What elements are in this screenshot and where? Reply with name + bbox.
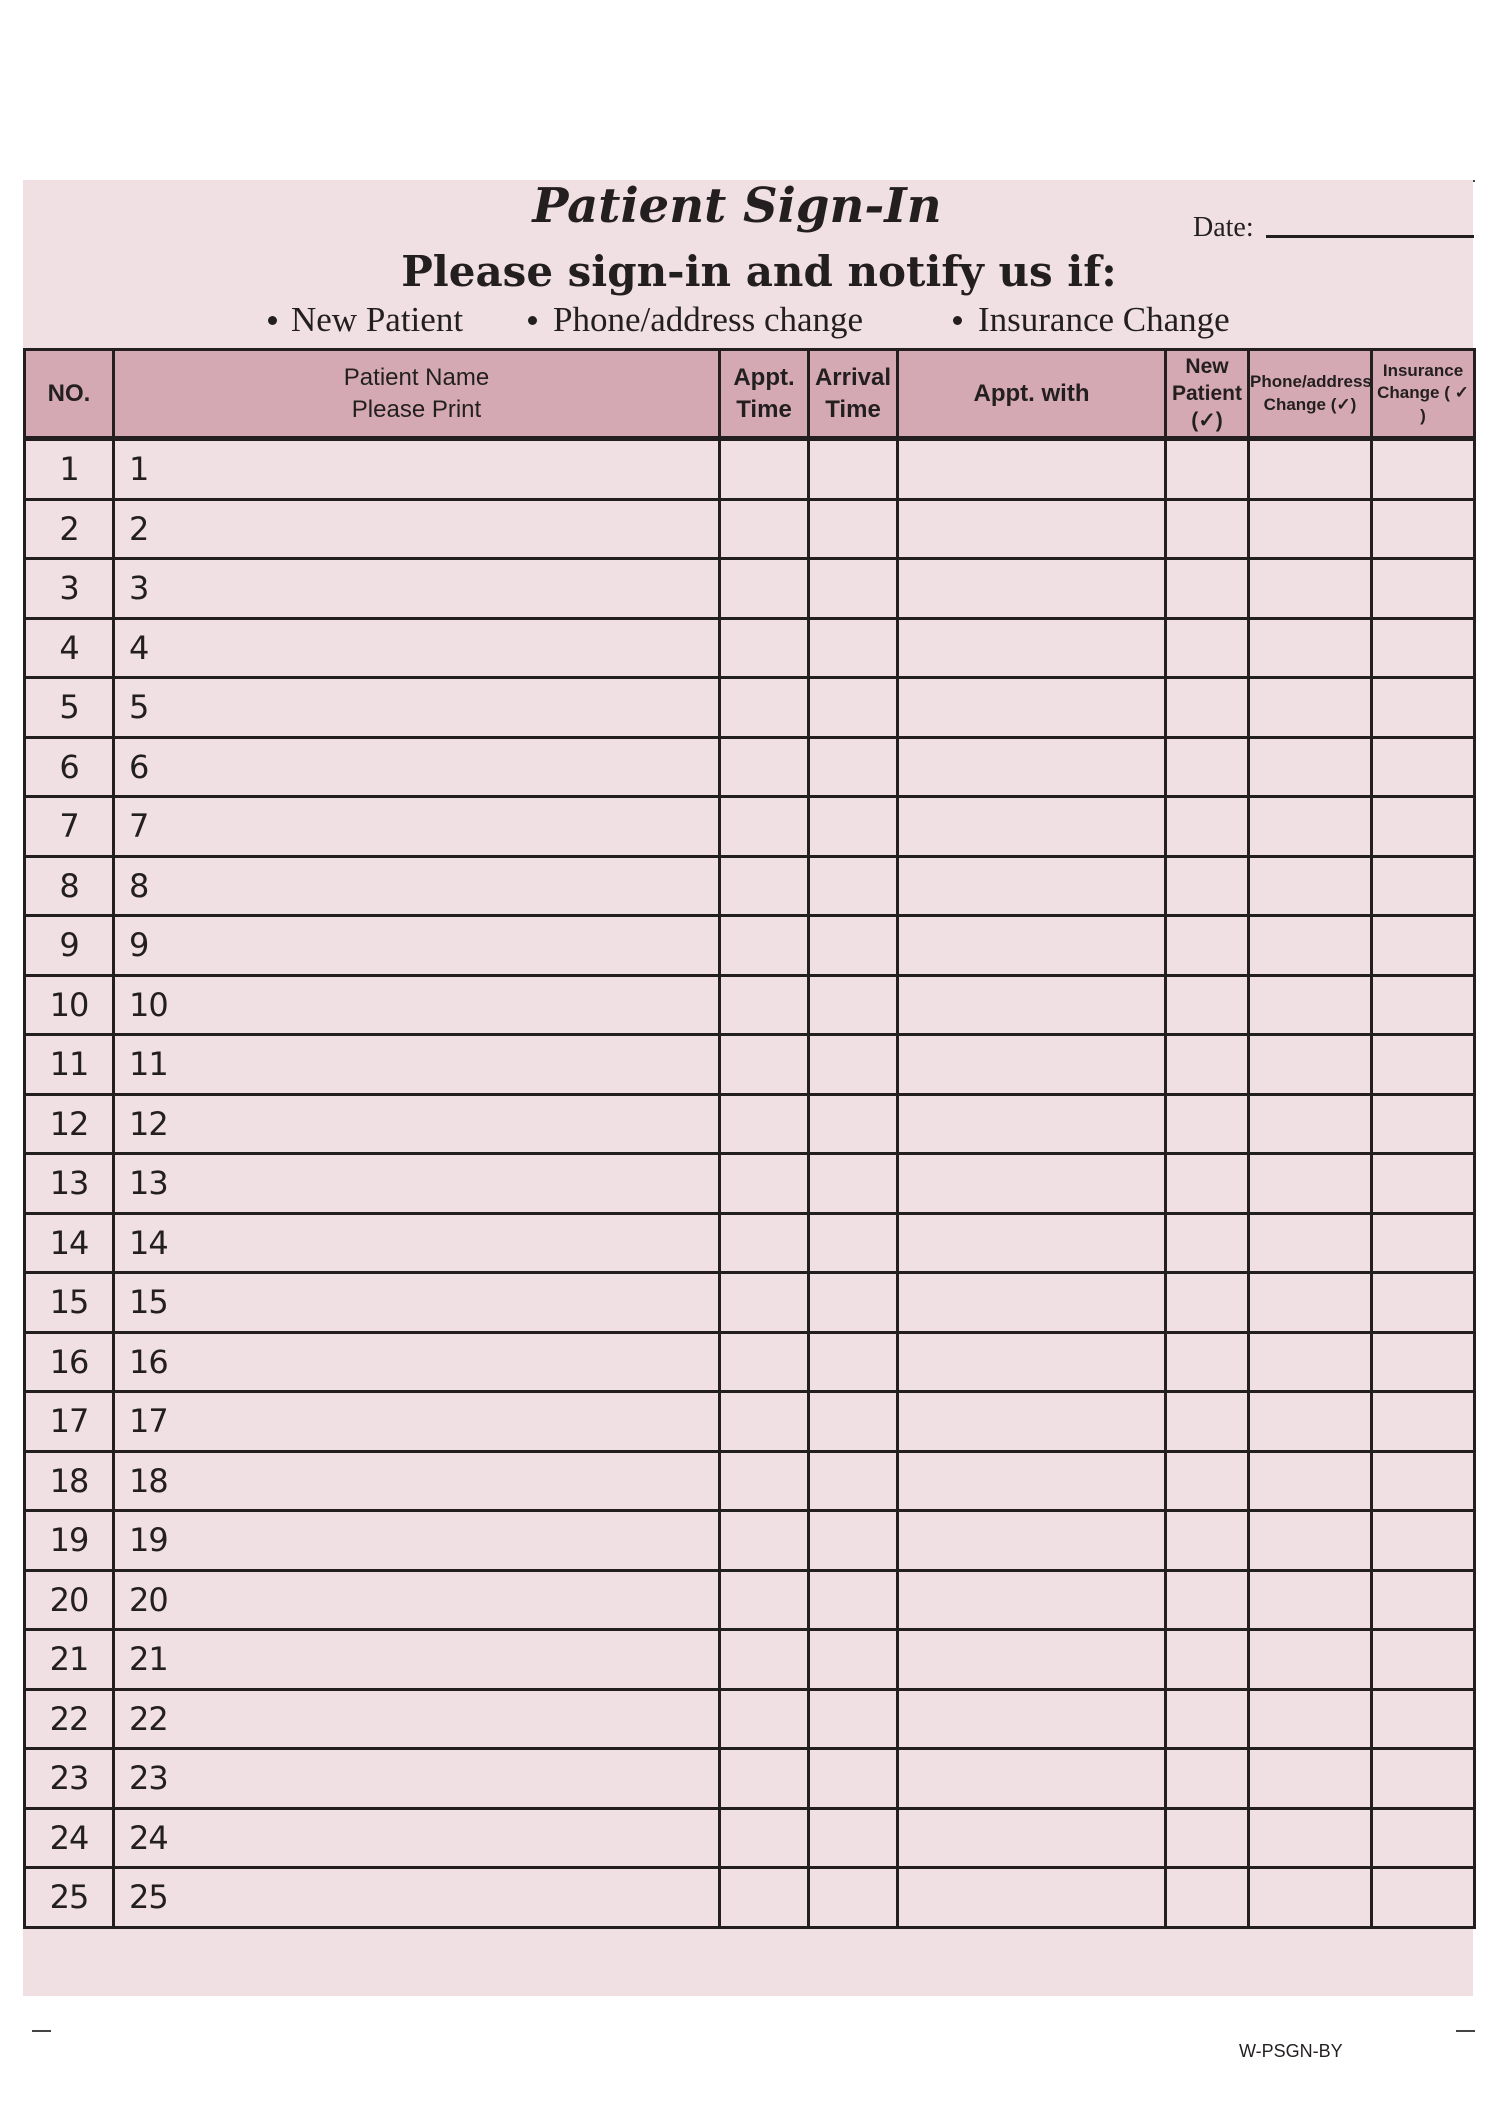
appt-with-cell[interactable] — [898, 1749, 1166, 1809]
sign-in-table — [23, 348, 1476, 1929]
new-patient-check-cell[interactable] — [1166, 1749, 1249, 1809]
header-no-label: NO. — [47, 379, 91, 407]
appt-with-cell[interactable] — [898, 1154, 1166, 1214]
appt-with-cell[interactable] — [898, 1511, 1166, 1571]
appt-with-cell[interactable] — [898, 499, 1166, 559]
row-number: 3 — [25, 559, 114, 619]
phone-address-check-cell[interactable] — [1249, 1094, 1372, 1154]
header-new-patient — [1166, 350, 1249, 439]
appt-time-cell[interactable] — [720, 1451, 809, 1511]
header-appt-time — [720, 350, 809, 439]
date-label: Date: — [1193, 212, 1254, 243]
row-number: 11 — [25, 1035, 114, 1095]
appt-time-cell[interactable] — [720, 1808, 809, 1868]
table-row — [25, 1749, 1475, 1809]
check-icon: (✓) — [1191, 409, 1223, 433]
appt-with-cell[interactable] — [898, 1392, 1166, 1452]
arrival-time-cell[interactable] — [809, 1570, 898, 1630]
row-number: 4 — [25, 618, 114, 678]
new-patient-check-cell[interactable] — [1166, 439, 1249, 500]
row-number: 12 — [25, 1094, 114, 1154]
row-number: 19 — [25, 1511, 114, 1571]
table-row — [25, 1392, 1475, 1452]
insurance-check-cell[interactable] — [1372, 1035, 1475, 1095]
new-patient-check-cell[interactable] — [1166, 499, 1249, 559]
appt-with-cell[interactable] — [898, 1868, 1166, 1928]
phone-address-check-cell[interactable] — [1249, 1035, 1372, 1095]
insurance-check-cell[interactable] — [1372, 618, 1475, 678]
header-insurance — [1372, 350, 1475, 439]
phone-address-check-cell[interactable] — [1249, 1213, 1372, 1273]
appt-time-cell[interactable] — [720, 1630, 809, 1690]
phone-address-check-cell[interactable] — [1249, 737, 1372, 797]
new-patient-check-cell[interactable] — [1166, 1154, 1249, 1214]
appt-time-cell[interactable] — [720, 1213, 809, 1273]
header-patient-name-sublabel: Please Print — [351, 395, 482, 423]
phone-address-check-cell[interactable] — [1249, 1511, 1372, 1571]
table-row — [25, 1451, 1475, 1511]
appt-with-cell[interactable] — [898, 1332, 1166, 1392]
insurance-check-cell[interactable] — [1372, 737, 1475, 797]
row-number: 17 — [25, 1392, 114, 1452]
phone-address-check-cell[interactable] — [1249, 856, 1372, 916]
row-number: 9 — [25, 916, 114, 976]
table-row — [25, 499, 1475, 559]
new-patient-check-cell[interactable] — [1166, 1451, 1249, 1511]
patient-name-cell[interactable]: 12 — [114, 1094, 720, 1154]
appt-time-cell[interactable] — [720, 1689, 809, 1749]
header-phone-address-line2: Change (✓) — [1263, 394, 1357, 414]
appt-time-cell[interactable] — [720, 856, 809, 916]
arrival-time-cell[interactable] — [809, 559, 898, 619]
arrival-time-cell[interactable] — [809, 1689, 898, 1749]
patient-name-cell[interactable]: 11 — [114, 1035, 720, 1095]
insurance-check-cell[interactable] — [1372, 1154, 1475, 1214]
phone-address-check-cell[interactable] — [1249, 1689, 1372, 1749]
arrival-time-cell[interactable] — [809, 975, 898, 1035]
patient-name-cell[interactable]: 8 — [114, 856, 720, 916]
row-number: 13 — [25, 1154, 114, 1214]
phone-address-check-cell[interactable] — [1249, 1332, 1372, 1392]
insurance-check-cell[interactable] — [1372, 1392, 1475, 1452]
phone-address-check-cell[interactable] — [1249, 439, 1372, 500]
appt-with-cell[interactable] — [898, 916, 1166, 976]
header-new-patient-line1: New — [1185, 354, 1229, 378]
notify-item-new-patient: New Patient — [291, 300, 464, 339]
appt-with-cell[interactable] — [898, 1273, 1166, 1333]
header-arrival-time — [809, 350, 898, 439]
table-row — [25, 1689, 1475, 1749]
arrival-time-cell[interactable] — [809, 1511, 898, 1571]
arrival-time-cell[interactable] — [809, 916, 898, 976]
table-row — [25, 678, 1475, 738]
row-number: 15 — [25, 1273, 114, 1333]
arrival-time-cell[interactable] — [809, 1451, 898, 1511]
new-patient-check-cell[interactable] — [1166, 916, 1249, 976]
appt-time-cell[interactable] — [720, 1154, 809, 1214]
table-row — [25, 1868, 1475, 1928]
insurance-check-cell[interactable] — [1372, 1570, 1475, 1630]
phone-address-check-cell[interactable] — [1249, 1392, 1372, 1452]
arrival-time-cell[interactable] — [809, 499, 898, 559]
patient-name-cell[interactable]: 18 — [114, 1451, 720, 1511]
phone-address-check-cell[interactable] — [1249, 499, 1372, 559]
appt-time-cell[interactable] — [720, 737, 809, 797]
appt-with-cell[interactable] — [898, 1630, 1166, 1690]
form-subtitle: Please sign-in and notify us if: — [401, 247, 1117, 296]
appt-time-cell[interactable] — [720, 499, 809, 559]
row-number: 24 — [25, 1808, 114, 1868]
patient-name-cell[interactable]: 4 — [114, 618, 720, 678]
patient-name-cell[interactable]: 10 — [114, 975, 720, 1035]
phone-address-check-cell[interactable] — [1249, 1630, 1372, 1690]
new-patient-check-cell[interactable] — [1166, 1035, 1249, 1095]
bullet-icon — [268, 316, 277, 325]
patient-name-cell[interactable]: 7 — [114, 797, 720, 857]
appt-time-cell[interactable] — [720, 1035, 809, 1095]
table-row — [25, 618, 1475, 678]
arrival-time-cell[interactable] — [809, 1035, 898, 1095]
appt-with-cell[interactable] — [898, 678, 1166, 738]
date-field-line[interactable] — [1266, 235, 1474, 238]
arrival-time-cell[interactable] — [809, 1273, 898, 1333]
appt-with-cell[interactable] — [898, 439, 1166, 500]
insurance-check-cell[interactable] — [1372, 1630, 1475, 1690]
row-number: 18 — [25, 1451, 114, 1511]
patient-name-cell[interactable]: 9 — [114, 916, 720, 976]
appt-time-cell[interactable] — [720, 1511, 809, 1571]
arrival-time-cell[interactable] — [809, 737, 898, 797]
insurance-check-cell[interactable] — [1372, 1332, 1475, 1392]
insurance-check-cell[interactable] — [1372, 1749, 1475, 1809]
new-patient-check-cell[interactable] — [1166, 737, 1249, 797]
arrival-time-cell[interactable] — [809, 1332, 898, 1392]
header-no — [25, 350, 114, 439]
new-patient-check-cell[interactable] — [1166, 1392, 1249, 1452]
arrival-time-cell[interactable] — [809, 678, 898, 738]
new-patient-check-cell[interactable] — [1166, 1094, 1249, 1154]
arrival-time-cell[interactable] — [809, 1213, 898, 1273]
appt-with-cell[interactable] — [898, 1213, 1166, 1273]
new-patient-check-cell[interactable] — [1166, 1570, 1249, 1630]
patient-name-cell[interactable]: 23 — [114, 1749, 720, 1809]
bullet-icon — [953, 316, 962, 325]
header-phone-address-line1: Phone/address — [1250, 372, 1372, 392]
appt-time-cell[interactable] — [720, 678, 809, 738]
arrival-time-cell[interactable] — [809, 439, 898, 500]
insurance-check-cell[interactable] — [1372, 975, 1475, 1035]
appt-with-cell[interactable] — [898, 1094, 1166, 1154]
patient-name-cell[interactable]: 5 — [114, 678, 720, 738]
new-patient-check-cell[interactable] — [1166, 1808, 1249, 1868]
form-title: Patient Sign-In — [532, 178, 942, 234]
insurance-check-cell[interactable] — [1372, 439, 1475, 500]
insurance-check-cell[interactable] — [1372, 559, 1475, 619]
table-row — [25, 856, 1475, 916]
arrival-time-cell[interactable] — [809, 797, 898, 857]
crop-mark-bottom-left — [32, 2030, 51, 2032]
insurance-check-cell[interactable] — [1372, 916, 1475, 976]
new-patient-check-cell[interactable] — [1166, 1689, 1249, 1749]
appt-with-cell[interactable] — [898, 1451, 1166, 1511]
patient-name-cell[interactable]: 21 — [114, 1630, 720, 1690]
header-new-patient-line2: Patient — [1171, 381, 1242, 405]
insurance-check-cell[interactable] — [1372, 797, 1475, 857]
appt-time-cell[interactable] — [720, 1094, 809, 1154]
phone-address-check-cell[interactable] — [1249, 1273, 1372, 1333]
row-number: 20 — [25, 1570, 114, 1630]
insurance-check-cell[interactable] — [1372, 499, 1475, 559]
row-number: 22 — [25, 1689, 114, 1749]
appt-with-cell[interactable] — [898, 856, 1166, 916]
table-row — [25, 1094, 1475, 1154]
table-row — [25, 737, 1475, 797]
appt-with-cell[interactable] — [898, 1808, 1166, 1868]
appt-time-cell[interactable] — [720, 916, 809, 976]
table-row — [25, 916, 1475, 976]
appt-time-cell[interactable] — [720, 439, 809, 500]
patient-name-cell[interactable]: 2 — [114, 499, 720, 559]
arrival-time-cell[interactable] — [809, 1749, 898, 1809]
header-appt-with — [898, 350, 1166, 439]
patient-name-cell[interactable]: 13 — [114, 1154, 720, 1214]
header-patient-name-label: Patient Name — [343, 364, 490, 392]
table-row — [25, 1511, 1475, 1571]
header-appt-time-line1: Appt. — [733, 364, 795, 392]
table-row — [25, 439, 1475, 500]
appt-time-cell[interactable] — [720, 797, 809, 857]
phone-address-check-cell[interactable] — [1249, 797, 1372, 857]
row-number: 25 — [25, 1868, 114, 1928]
appt-with-cell[interactable] — [898, 1035, 1166, 1095]
table-row — [25, 1035, 1475, 1095]
crop-mark-bottom-right — [1456, 2030, 1475, 2032]
insurance-check-cell[interactable] — [1372, 1094, 1475, 1154]
insurance-check-cell[interactable] — [1372, 1213, 1475, 1273]
appt-time-cell[interactable] — [720, 1332, 809, 1392]
row-number: 23 — [25, 1749, 114, 1809]
table-row — [25, 975, 1475, 1035]
row-number: 16 — [25, 1332, 114, 1392]
row-number: 14 — [25, 1213, 114, 1273]
row-number: 1 — [25, 439, 114, 500]
patient-name-cell[interactable]: 15 — [114, 1273, 720, 1333]
new-patient-check-cell[interactable] — [1166, 559, 1249, 619]
appt-time-cell[interactable] — [720, 975, 809, 1035]
insurance-check-cell[interactable] — [1372, 1868, 1475, 1928]
appt-with-cell[interactable] — [898, 975, 1166, 1035]
patient-name-cell[interactable]: 20 — [114, 1570, 720, 1630]
patient-name-cell[interactable]: 22 — [114, 1689, 720, 1749]
table-row — [25, 1630, 1475, 1690]
row-number: 5 — [25, 678, 114, 738]
header-phone-address — [1249, 350, 1372, 439]
new-patient-check-cell[interactable] — [1166, 856, 1249, 916]
arrival-time-cell[interactable] — [809, 856, 898, 916]
arrival-time-cell[interactable] — [809, 1808, 898, 1868]
appt-with-cell[interactable] — [898, 1689, 1166, 1749]
new-patient-check-cell[interactable] — [1166, 1868, 1249, 1928]
new-patient-check-cell[interactable] — [1166, 618, 1249, 678]
appt-time-cell[interactable] — [720, 1749, 809, 1809]
phone-address-check-cell[interactable] — [1249, 559, 1372, 619]
header-insurance-line2: Change ( ✓ ) — [1377, 383, 1469, 425]
new-patient-check-cell[interactable] — [1166, 1332, 1249, 1392]
header-arrival-time-line2: Time — [825, 395, 881, 423]
new-patient-check-cell[interactable] — [1166, 797, 1249, 857]
table-row — [25, 559, 1475, 619]
row-number: 8 — [25, 856, 114, 916]
appt-time-cell[interactable] — [720, 1273, 809, 1333]
row-number: 21 — [25, 1630, 114, 1690]
form-code: W-PSGN-BY — [1239, 2041, 1343, 2061]
notify-item-phone-address: Phone/address change — [553, 300, 864, 339]
phone-address-check-cell[interactable] — [1249, 975, 1372, 1035]
sign-in-rows — [25, 439, 1475, 1928]
header-appt-with-label: Appt. with — [973, 379, 1090, 407]
phone-address-check-cell[interactable] — [1249, 678, 1372, 738]
patient-name-cell[interactable]: 16 — [114, 1332, 720, 1392]
appt-time-cell[interactable] — [720, 618, 809, 678]
insurance-check-cell[interactable] — [1372, 1511, 1475, 1571]
patient-name-cell[interactable]: 14 — [114, 1213, 720, 1273]
appt-time-cell[interactable] — [720, 559, 809, 619]
row-number: 2 — [25, 499, 114, 559]
appt-time-cell[interactable] — [720, 1392, 809, 1452]
insurance-check-cell[interactable] — [1372, 1808, 1475, 1868]
table-row — [25, 1213, 1475, 1273]
phone-address-check-cell[interactable] — [1249, 916, 1372, 976]
arrival-time-cell[interactable] — [809, 1392, 898, 1452]
table-row — [25, 1808, 1475, 1868]
notify-item-insurance: Insurance Change — [978, 300, 1230, 339]
patient-name-cell[interactable]: 17 — [114, 1392, 720, 1452]
patient-name-cell[interactable]: 24 — [114, 1808, 720, 1868]
patient-name-cell[interactable]: 1 — [114, 439, 720, 500]
row-number: 10 — [25, 975, 114, 1035]
new-patient-check-cell[interactable] — [1166, 678, 1249, 738]
appt-with-cell[interactable] — [898, 1570, 1166, 1630]
arrival-time-cell[interactable] — [809, 1094, 898, 1154]
arrival-time-cell[interactable] — [809, 1630, 898, 1690]
header-patient-name — [114, 350, 720, 439]
new-patient-check-cell[interactable] — [1166, 975, 1249, 1035]
patient-name-cell[interactable]: 3 — [114, 559, 720, 619]
arrival-time-cell[interactable] — [809, 618, 898, 678]
new-patient-check-cell[interactable] — [1166, 1630, 1249, 1690]
phone-address-check-cell[interactable] — [1249, 1808, 1372, 1868]
phone-address-check-cell[interactable] — [1249, 1868, 1372, 1928]
insurance-check-cell[interactable] — [1372, 678, 1475, 738]
arrival-time-cell[interactable] — [809, 1154, 898, 1214]
appt-with-cell[interactable] — [898, 559, 1166, 619]
new-patient-check-cell[interactable] — [1166, 1273, 1249, 1333]
header-arrival-time-line1: Arrival — [814, 364, 892, 392]
patient-name-cell[interactable]: 25 — [114, 1868, 720, 1928]
header-appt-time-line2: Time — [736, 395, 792, 423]
appt-time-cell[interactable] — [720, 1868, 809, 1928]
phone-address-check-cell[interactable] — [1249, 1154, 1372, 1214]
arrival-time-cell[interactable] — [809, 1868, 898, 1928]
insurance-check-cell[interactable] — [1372, 1451, 1475, 1511]
phone-address-check-cell[interactable] — [1249, 1570, 1372, 1630]
appt-with-cell[interactable] — [898, 618, 1166, 678]
table-row — [25, 1570, 1475, 1630]
phone-address-check-cell[interactable] — [1249, 1451, 1372, 1511]
insurance-check-cell[interactable] — [1372, 1689, 1475, 1749]
table-row — [25, 797, 1475, 857]
bullet-icon — [528, 316, 537, 325]
phone-address-check-cell[interactable] — [1249, 618, 1372, 678]
insurance-check-cell[interactable] — [1372, 1273, 1475, 1333]
table-row — [25, 1273, 1475, 1333]
patient-name-cell[interactable]: 6 — [114, 737, 720, 797]
new-patient-check-cell[interactable] — [1166, 1511, 1249, 1571]
appt-time-cell[interactable] — [720, 1570, 809, 1630]
row-number: 7 — [25, 797, 114, 857]
table-row — [25, 1332, 1475, 1392]
row-number: 6 — [25, 737, 114, 797]
new-patient-check-cell[interactable] — [1166, 1213, 1249, 1273]
header-insurance-line1: Insurance — [1382, 361, 1464, 381]
insurance-check-cell[interactable] — [1372, 856, 1475, 916]
table-row — [25, 1154, 1475, 1214]
appt-with-cell[interactable] — [898, 797, 1166, 857]
table-header-row — [25, 350, 1475, 439]
phone-address-check-cell[interactable] — [1249, 1749, 1372, 1809]
patient-name-cell[interactable]: 19 — [114, 1511, 720, 1571]
appt-with-cell[interactable] — [898, 737, 1166, 797]
